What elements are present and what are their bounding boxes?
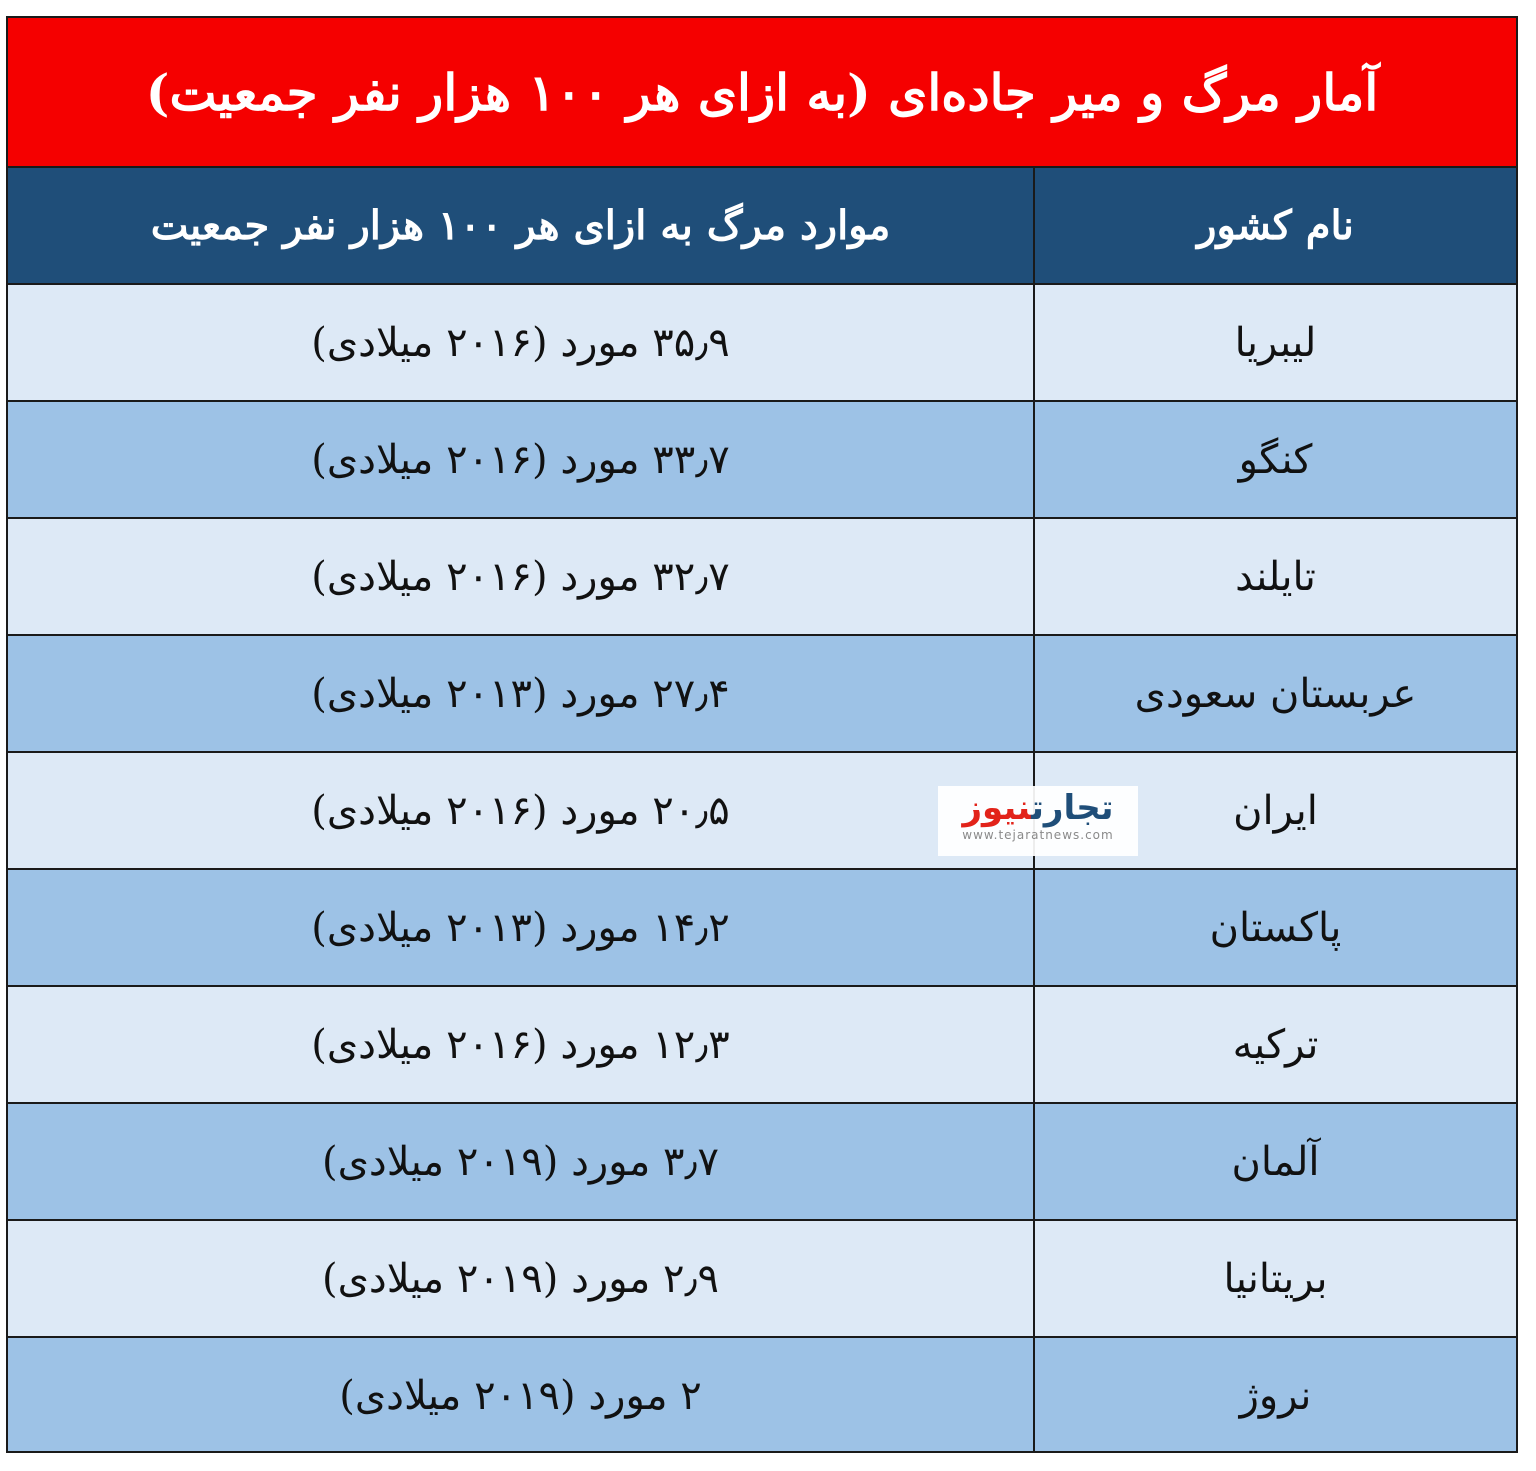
value-cell: ۲۷٫۴ مورد (۲۰۱۳ میلادی) xyxy=(8,635,1034,752)
country-cell: کنگو xyxy=(1034,401,1516,518)
country-cell: بریتانیا xyxy=(1034,1220,1516,1337)
country-cell: تایلند xyxy=(1034,518,1516,635)
header-row xyxy=(8,168,1516,284)
value-cell: ۲ مورد (۲۰۱۹ میلادی) xyxy=(8,1337,1034,1453)
country-cell: ترکیه xyxy=(1034,986,1516,1103)
value-cell: ۱۲٫۳ مورد (۲۰۱۶ میلادی) xyxy=(8,986,1034,1103)
table-row xyxy=(8,752,1516,869)
country-cell: لیبریا xyxy=(1034,284,1516,401)
watermark-logo-part2: نیوز xyxy=(962,788,1032,828)
table-row xyxy=(8,635,1516,752)
watermark-logo-text xyxy=(938,786,1138,828)
country-cell: عربستان سعودی xyxy=(1034,635,1516,752)
country-cell: آلمان xyxy=(1034,1103,1516,1220)
title-bar xyxy=(8,18,1516,168)
table-row xyxy=(8,986,1516,1103)
country-cell: ایران xyxy=(1034,752,1516,869)
value-cell: ۳۳٫۷ مورد (۲۰۱۶ میلادی) xyxy=(8,401,1034,518)
value-cell: ۳۵٫۹ مورد (۲۰۱۶ میلادی) xyxy=(8,284,1034,401)
watermark-logo-part1: تجارت xyxy=(1031,788,1114,828)
value-cell: ۳۲٫۷ مورد (۲۰۱۶ میلادی) xyxy=(8,518,1034,635)
watermark-url: www.tejaratnews.com xyxy=(962,828,1114,842)
table-row xyxy=(8,1220,1516,1337)
value-cell: ۳٫۷ مورد (۲۰۱۹ میلادی) xyxy=(8,1103,1034,1220)
table-frame xyxy=(6,16,1518,1453)
table-row xyxy=(8,1103,1516,1220)
table-row xyxy=(8,518,1516,635)
column-header-country: نام کشور xyxy=(1034,168,1516,284)
table-row xyxy=(8,284,1516,401)
page-title: آمار مرگ و میر جاده‌ای (به ازای هر ۱۰۰ هزار نفر جمعیت) xyxy=(145,62,1379,122)
table-row xyxy=(8,869,1516,986)
column-header-deaths: موارد مرگ به ازای هر ۱۰۰ هزار نفر جمعیت xyxy=(8,168,1034,284)
country-cell: پاکستان xyxy=(1034,869,1516,986)
value-cell: ۲۰٫۵ مورد (۲۰۱۶ میلادی) xyxy=(8,752,1034,869)
data-table xyxy=(8,168,1516,1453)
table-row xyxy=(8,1337,1516,1453)
value-cell: ۲٫۹ مورد (۲۰۱۹ میلادی) xyxy=(8,1220,1034,1337)
watermark-logo xyxy=(938,786,1138,856)
value-cell: ۱۴٫۲ مورد (۲۰۱۳ میلادی) xyxy=(8,869,1034,986)
table-row xyxy=(8,401,1516,518)
country-cell: نروژ xyxy=(1034,1337,1516,1453)
